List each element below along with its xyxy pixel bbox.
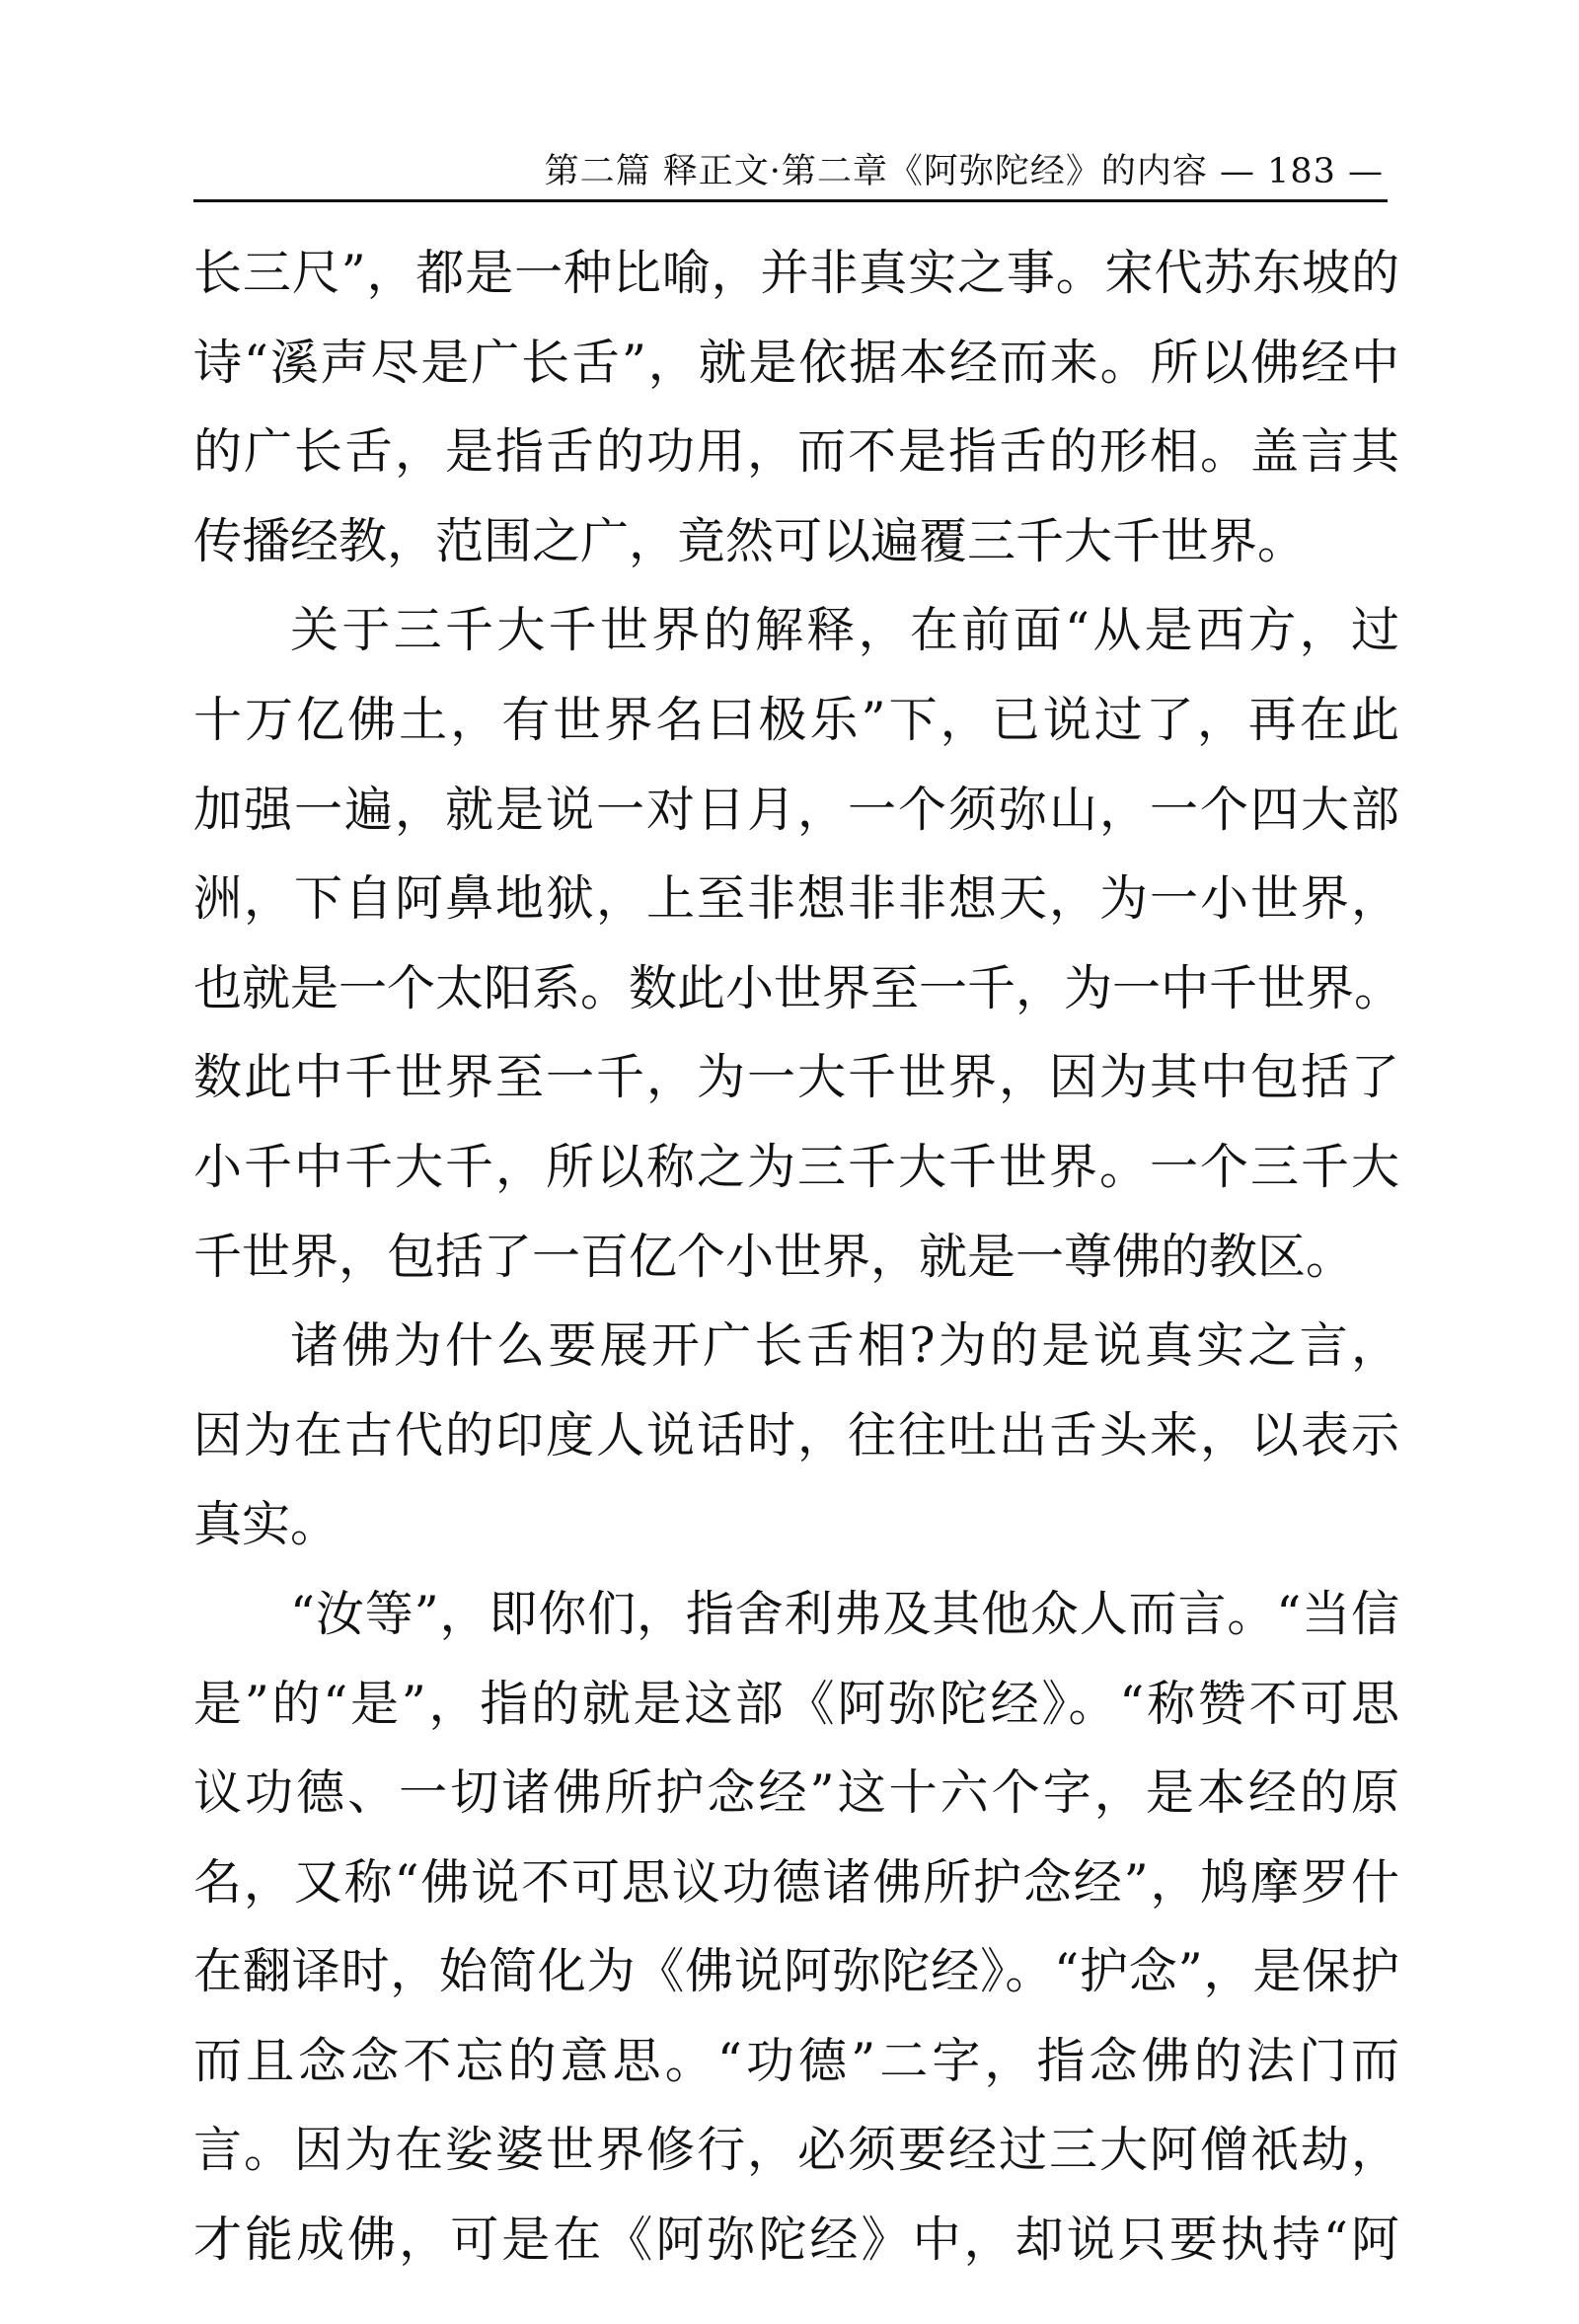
header-rule	[193, 199, 1388, 202]
text-line: 加强一遍，就是说一对日月，一个须弥山，一个四大部	[193, 781, 1399, 838]
text-line: 诸佛为什么要展开广长舌相?为的是说真实之言，	[290, 1317, 1399, 1375]
text-line: 数此中千世界至一千，为一大千世界，因为其中包括了	[193, 1049, 1399, 1106]
running-header	[193, 144, 1388, 207]
text-line: 因为在古代的印度人说话时，往往吐出舌头来，以表示	[193, 1406, 1399, 1463]
text-line: 言。因为在娑婆世界修行，必须要经过三大阿僧祇劫，	[193, 2122, 1399, 2179]
text-line: 也就是一个太阳系。数此小世界至一千，为一中千世界。	[193, 959, 1403, 1016]
text-line: 长三尺”，都是一种比喻，并非真实之事。宋代苏东坡的	[193, 245, 1399, 301]
text-line: 诗“溪声尽是广长舌”，就是依据本经而来。所以佛经中	[193, 334, 1399, 391]
text-line: “汝等”，即你们，指舍利弗及其他众人而言。“当信	[290, 1585, 1399, 1642]
body-text	[193, 229, 1403, 2286]
text-line: 十万亿佛土，有世界名曰极乐”下，已说过了，再在此	[193, 691, 1399, 748]
text-line: 是”的“是”，指的就是这部《阿弥陀经》。“称赞不可思	[193, 1675, 1399, 1732]
text-line: 的广长舌，是指舌的功用，而不是指舌的形相。盖言其	[193, 423, 1399, 481]
text-line: 传播经教，范围之广，竟然可以遍覆三千大千世界。	[193, 512, 1307, 569]
text-line: 洲，下自阿鼻地狱，上至非想非非想天，为一小世界，	[193, 870, 1399, 928]
text-line: 议功德、一切诸佛所护念经”这十六个字，是本经的原	[193, 1764, 1399, 1822]
text-line: 在翻译时，始简化为《佛说阿弥陀经》。“护念”，是保护	[193, 1943, 1399, 2000]
text-line: 真实。	[193, 1496, 339, 1553]
text-line: 名，又称“佛说不可思议功德诸佛所护念经”，鸠摩罗什	[193, 1853, 1399, 1911]
text-line: 才能成佛，可是在《阿弥陀经》中，却说只要执持“阿	[193, 2212, 1399, 2269]
text-line: 小千中千大千，所以称之为三千大千世界。一个三千大	[193, 1138, 1399, 1195]
text-line: 而且念念不忘的意思。“功德”二字，指念佛的法门而	[193, 2032, 1399, 2089]
running-title: 第二篇 释正文·第二章《阿弥陀经》的内容 — 183 —	[544, 152, 1384, 191]
text-line: 千世界，包括了一百亿个小世界，就是一尊佛的教区。	[193, 1228, 1355, 1285]
text-line: 关于三千大千世界的解释，在前面“从是西方，过	[290, 602, 1399, 659]
